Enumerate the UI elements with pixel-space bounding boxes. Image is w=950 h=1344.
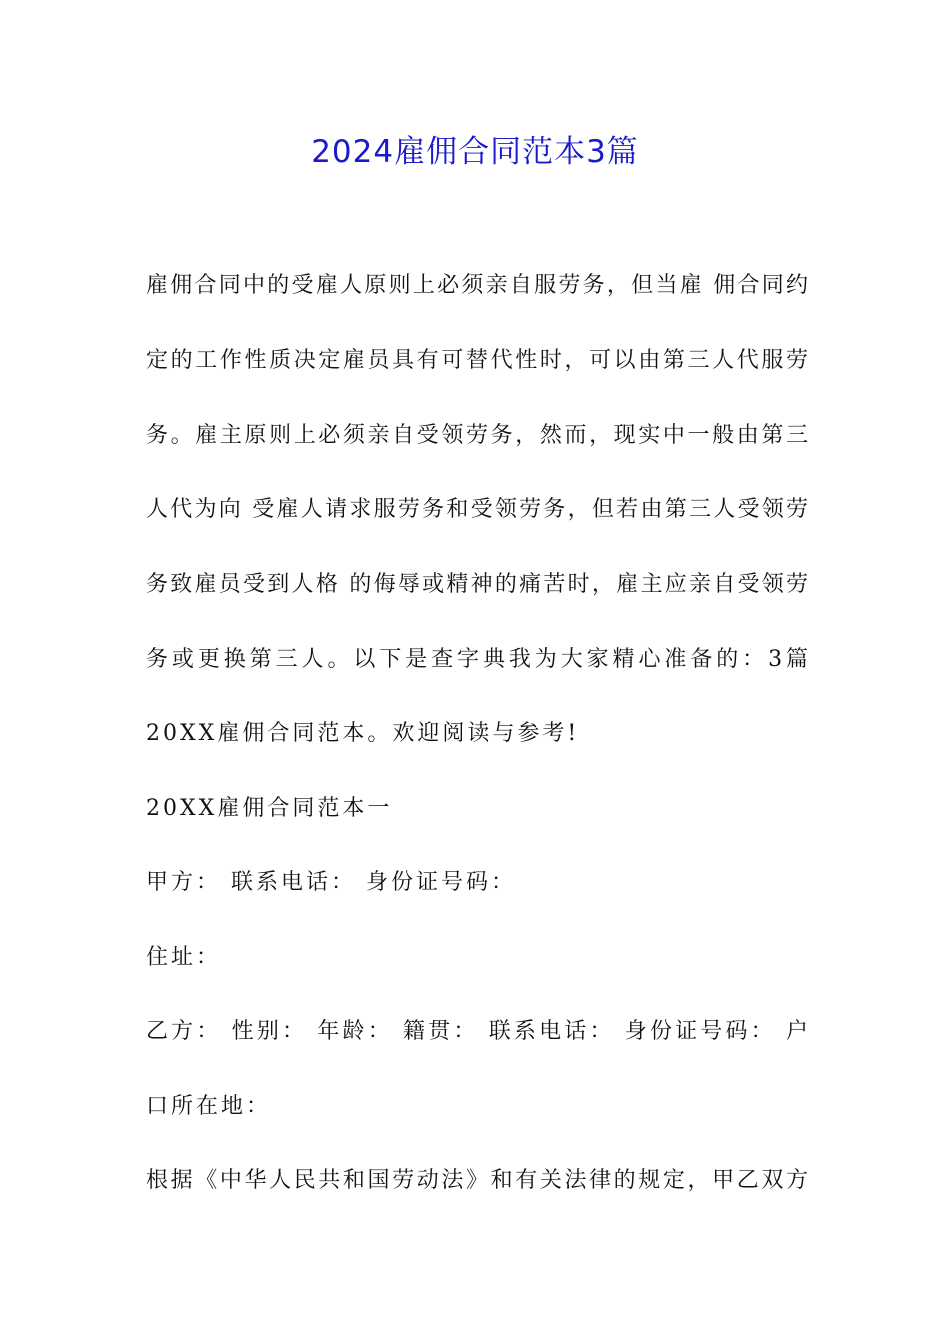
- paragraph-line-7: 20XX雇佣合同范本。欢迎阅读与参考!: [146, 721, 580, 746]
- document-title: 2024雇佣合同范本3篇: [311, 134, 639, 170]
- section-heading: 20XX雇佣合同范本一: [146, 796, 393, 821]
- paragraph-line-4: 人代为向 受雇人请求服劳务和受领劳务，但若由第三人受领劳: [146, 497, 808, 522]
- paragraph-line-6: 务或更换第三人。以下是查字典我为大家精心准备的：3篇: [146, 647, 808, 672]
- paragraph-line-5: 务致雇员受到人格 的侮辱或精神的痛苦时，雇主应亲自受领劳: [146, 572, 808, 597]
- party-a-address: 住址：: [146, 945, 222, 970]
- party-a-info: 甲方： 联系电话： 身份证号码：: [146, 870, 516, 895]
- paragraph-line-3: 务。雇主原则上必须亲自受领劳务，然而，现实中一般由第三: [146, 423, 808, 448]
- legal-basis-line: 根据《中华人民共和国劳动法》和有关法律的规定，甲乙双方: [146, 1168, 808, 1193]
- paragraph-line-2: 定的工作性质决定雇员具有可替代性时，可以由第三人代服劳: [146, 348, 808, 373]
- paragraph-line-1: 雇佣合同中的受雇人原则上必须亲自服劳务，但当雇 佣合同约: [146, 273, 808, 298]
- party-b-info: 乙方： 性别： 年龄： 籍贯： 联系电话： 身份证号码： 户: [146, 1019, 808, 1044]
- party-b-residence: 口所在地：: [146, 1094, 272, 1119]
